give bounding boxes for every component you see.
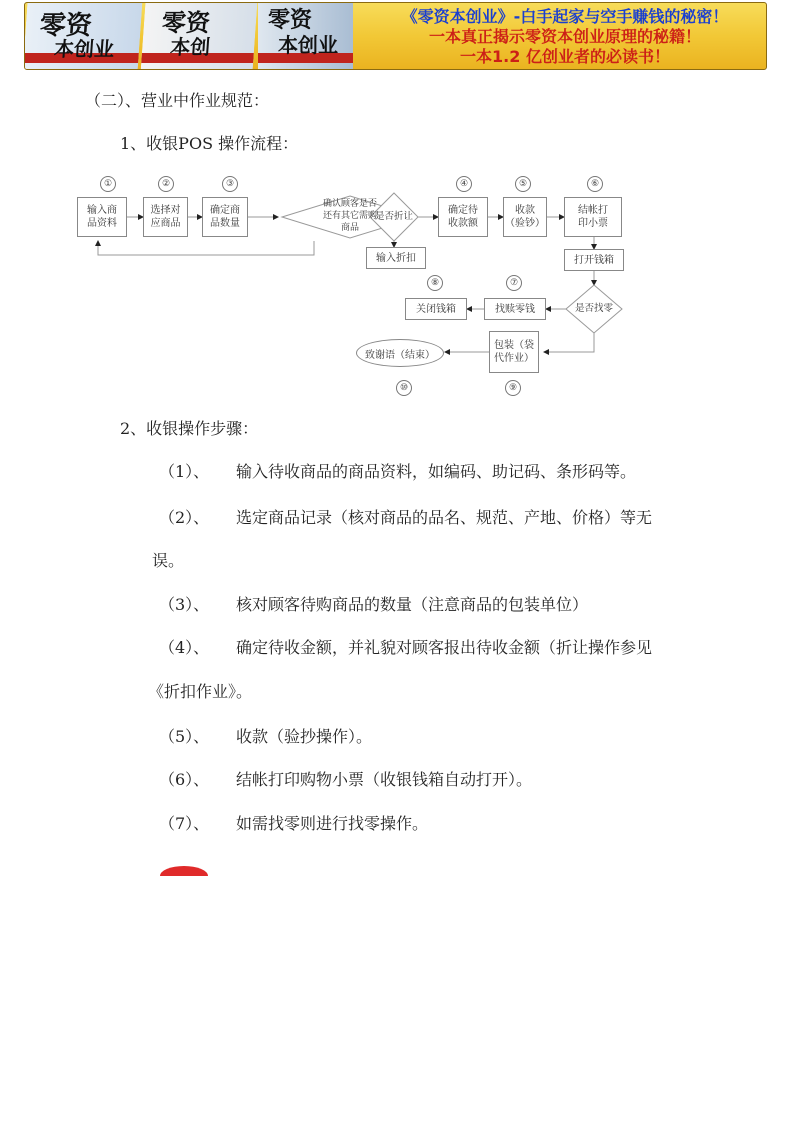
cover-title: 零资: [268, 7, 313, 33]
book-cover: [141, 3, 258, 70]
flow-box-confirm-qty: 确定商 品数量: [202, 197, 248, 237]
step-text: 确定待收金额，并礼貌对顾客报出待收金额（折让操作参见: [236, 638, 653, 657]
step-number-3: ③: [222, 176, 238, 192]
pos-flowchart: [60, 165, 740, 405]
flow-box-input-item: 输入商 品资料: [77, 197, 127, 237]
step-number-label: （3）、: [159, 595, 210, 614]
flow-box-enter-discount: 输入折扣: [366, 247, 426, 269]
step-number-5: ⑤: [515, 176, 531, 192]
flow-decision-more-items: 确认顾客是否 还有其它需购 商品: [322, 199, 377, 233]
step-text: 如需找零则进行找零操作。: [236, 814, 429, 833]
step-text-continued: 《折扣作业》。: [148, 682, 253, 701]
step-text: 收款（验抄操作）。: [236, 727, 373, 746]
banner-line-3: 一本1.2 亿创业者的必读书！: [460, 47, 670, 66]
flow-box-confirm-amount: 确定待 收款额: [438, 197, 488, 237]
book-cover: [258, 3, 353, 70]
step-number-label: （1）、: [159, 462, 210, 481]
step-number-label: （2）、: [159, 508, 210, 527]
cover-title: 本创业: [278, 33, 338, 57]
step-number-9: ⑨: [505, 380, 521, 396]
step-number-8: ⑧: [427, 275, 443, 291]
step-number-2: ②: [158, 176, 174, 192]
banner-line-1: 《零资本创业》-白手起家与空手赚钱的秘密！: [401, 7, 729, 26]
subsection-title-steps: 2、收银操作步骤：: [120, 419, 259, 438]
red-stamp-mark: [160, 866, 208, 876]
step-number-label: （4）、: [159, 638, 210, 657]
step-number-label: （5）、: [159, 727, 210, 746]
step-number-10: ⑩: [396, 380, 412, 396]
cover-title: 本创业: [53, 37, 115, 61]
step-number-1: ①: [100, 176, 116, 192]
step-text: 选定商品记录（核对商品的品名、规范、产地、价格）等无: [236, 508, 653, 527]
book-cover: [24, 3, 142, 70]
header-banner: [24, 2, 767, 70]
flow-terminal-thanks: 致谢语（结束）: [356, 339, 444, 367]
cover-title: 零资: [161, 8, 212, 37]
flow-box-collect-payment: 收款 （验钞）: [503, 197, 547, 237]
step-number-label: （6）、: [159, 770, 210, 789]
step-number-4: ④: [456, 176, 472, 192]
banner-line-2: 一本真正揭示零资本创业原理的秘籍！: [428, 27, 701, 46]
book-covers-image: [25, 3, 355, 70]
cover-title: 零资: [38, 11, 93, 41]
flow-box-open-drawer: 打开钱箱: [564, 249, 624, 271]
banner-slogans: [365, 7, 765, 67]
step-number-label: （7）、: [159, 814, 210, 833]
step-text: 输入待收商品的商品资料，如编码、助记码、条形码等。: [236, 462, 637, 481]
cover-title: 本创: [169, 35, 212, 59]
step-number-7: ⑦: [506, 275, 522, 291]
step-number-6: ⑥: [587, 176, 603, 192]
flow-box-close-drawer: 关闭钱箱: [405, 298, 467, 320]
flow-box-select-item: 选择对 应商品: [143, 197, 188, 237]
section-heading: （二）、营业中作业规范：: [85, 91, 270, 110]
flow-decision-discount: 是否折让: [374, 211, 413, 222]
flow-box-give-change: 找赎零钱: [484, 298, 546, 320]
step-text: 结帐打印购物小票（收银钱箱自动打开）。: [236, 770, 533, 789]
step-text-continued: 误。: [152, 551, 185, 570]
step-text: 核对顾客待购商品的数量（注意商品的包装单位）: [236, 595, 589, 614]
subsection-title-pos-flow: 1、收银POS 操作流程：: [120, 134, 299, 153]
flow-decision-change: 是否找零: [574, 303, 613, 314]
flow-box-print-receipt: 结帐打 印小票: [564, 197, 622, 237]
flow-box-packing: 包装（袋 代作业）: [489, 331, 539, 373]
